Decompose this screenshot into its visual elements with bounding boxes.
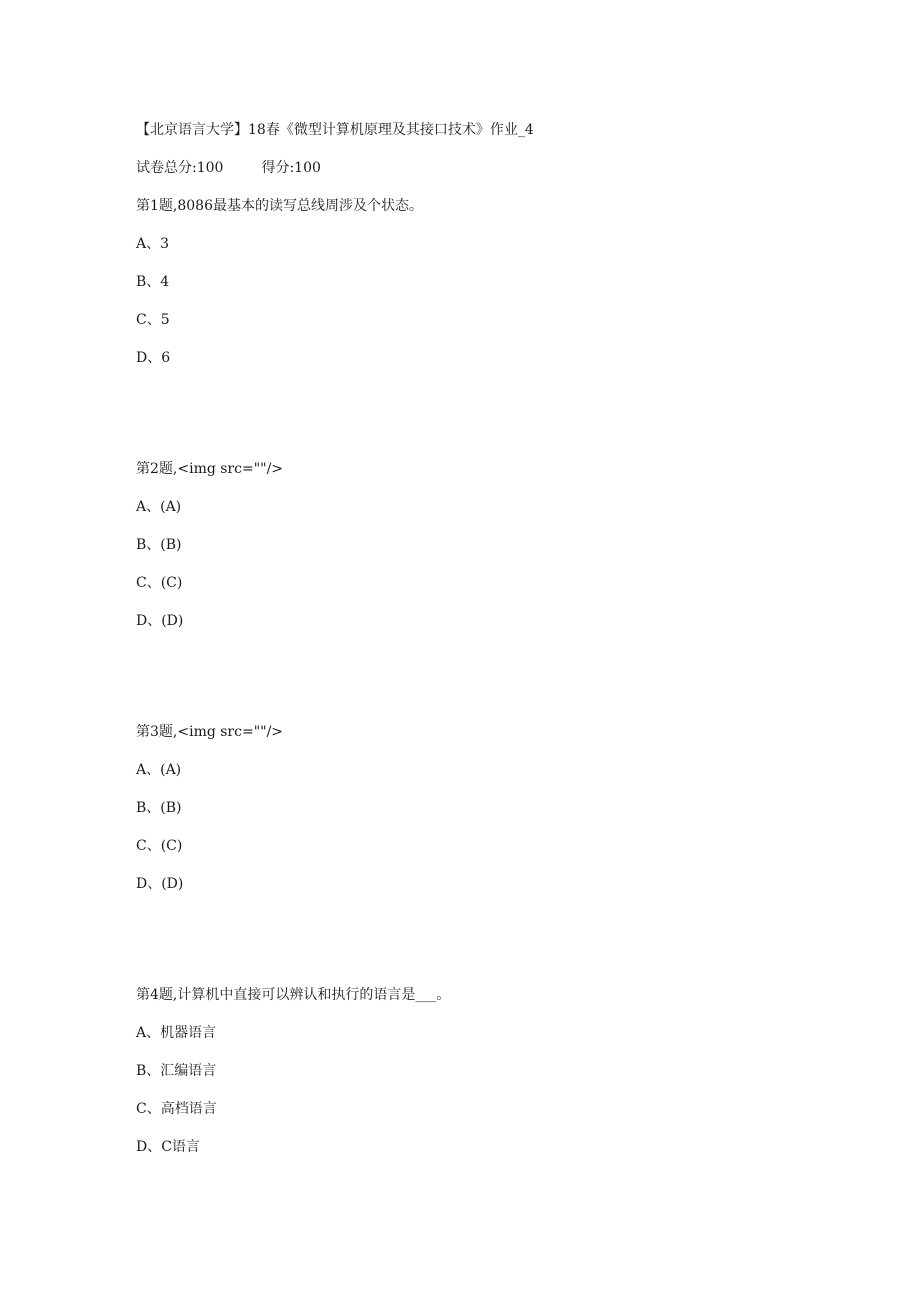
total-score: 试卷总分:100 [136,160,224,176]
document-title: 【北京语言大学】18春《微型计算机原理及其接口技术》作业_4 [136,122,534,138]
question-4-option-a: A、机器语言 [136,1025,217,1041]
question-2-option-c: C、(C) [136,575,183,591]
question-1-option-d: D、6 [136,350,171,366]
question-4-option-b: B、汇编语言 [136,1063,217,1079]
question-3-option-c: C、(C) [136,838,183,854]
question-4-stem: 第4题,计算机中直接可以辨认和执行的语言是___。 [136,987,451,1003]
question-1-option-a: A、3 [136,236,170,252]
question-1-stem: 第1题,8086最基本的读写总线周涉及个状态。 [136,198,423,214]
question-1-option-b: B、4 [136,274,170,290]
question-4-option-c: C、高档语言 [136,1101,217,1117]
question-3-stem: 第3题,<img src=""/> [136,724,284,740]
question-4-option-d: D、C语言 [136,1139,200,1155]
question-2-stem: 第2题,<img src=""/> [136,461,284,477]
score-summary [136,158,321,178]
question-1-option-c: C、5 [136,312,170,328]
obtained-score: 得分:100 [261,160,321,176]
question-2-option-b: B、(B) [136,537,182,553]
question-3-option-b: B、(B) [136,800,182,816]
question-3-option-a: A、(A) [136,762,182,778]
question-2-option-d: D、(D) [136,613,184,629]
question-2-option-a: A、(A) [136,499,182,515]
question-3-option-d: D、(D) [136,876,184,892]
